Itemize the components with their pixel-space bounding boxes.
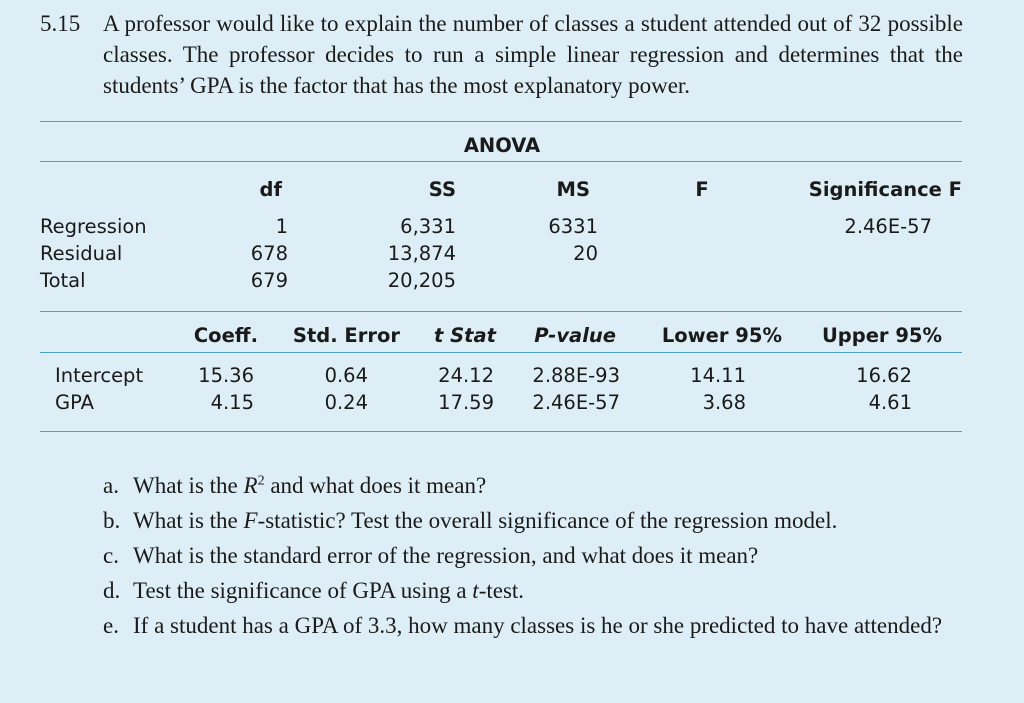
question-c-text: What is the standard error of the regression, and what does it mean? [133, 543, 759, 568]
question-text-part: -statistic? Test the overall significance of the regression model. [257, 508, 838, 533]
question-b [103, 503, 963, 538]
coef-row-p-value: 2.88E-93 [532, 364, 620, 387]
problem-number: 5.15 [40, 11, 81, 36]
coef-header-coeff: Coeff. [193, 324, 258, 347]
coef-row-std-error: 0.24 [324, 391, 368, 414]
question-letter: b. [103, 508, 121, 533]
coef-row-t-stat: 17.59 [438, 391, 494, 414]
question-b-text [133, 508, 837, 533]
f-symbol: F [243, 508, 258, 533]
question-text-part: -test. [478, 578, 525, 603]
coef-row-p-value: 2.46E-57 [532, 391, 620, 414]
anova-header-rule [40, 161, 962, 162]
coef-row-lower-95: 14.11 [690, 364, 746, 387]
question-e [103, 608, 963, 643]
coef-top-rule [40, 311, 962, 312]
coef-row-std-error: 0.64 [324, 364, 368, 387]
anova-header-ms: MS [556, 178, 590, 201]
anova-row-label: Total [40, 269, 86, 292]
coef-row-coeff: 15.36 [198, 364, 254, 387]
coef-row-label: GPA [55, 391, 94, 414]
superscript: 2 [257, 473, 265, 489]
anova-row-df: 679 [250, 269, 288, 292]
anova-row-ss: 6,331 [400, 215, 456, 238]
anova-row-label: Residual [40, 242, 123, 265]
anova-row-ms: 20 [573, 242, 598, 265]
anova-row-df: 678 [250, 242, 288, 265]
question-d [103, 573, 963, 608]
coef-header-std-error: Std. Error [292, 324, 400, 347]
anova-row-label: Regression [40, 215, 147, 238]
question-a-text [133, 473, 486, 498]
coef-row-t-stat: 24.12 [438, 364, 494, 387]
question-text-part: What is the [133, 508, 244, 533]
anova-header-df: df [259, 178, 282, 201]
anova-row-significance: 2.46E-57 [844, 215, 932, 238]
anova-row-ss: 20,205 [387, 269, 456, 292]
r-symbol: R [243, 473, 258, 498]
anova-header-ss: SS [428, 178, 456, 201]
coef-header-t-stat: t Stat [434, 324, 496, 347]
question-text-part: Test the significance of GPA using a [133, 578, 473, 603]
question-d-text [133, 578, 524, 603]
table-bottom-rule [40, 431, 962, 432]
question-a [103, 468, 963, 503]
question-letter: c. [103, 543, 119, 568]
anova-row-df: 1 [275, 215, 288, 238]
coef-row-coeff: 4.15 [210, 391, 254, 414]
coef-row-label: Intercept [55, 364, 144, 387]
coef-header-lower-95: Lower 95% [661, 324, 782, 347]
coef-row-upper-95: 16.62 [856, 364, 912, 387]
coef-header-rule [40, 352, 962, 353]
coef-row-upper-95: 4.61 [868, 391, 912, 414]
anova-row-ss: 13,874 [387, 242, 456, 265]
question-letter: a. [103, 473, 119, 498]
question-e-text: If a student has a GPA of 3.3, how many classes is he or she predicted to have attended? [133, 613, 943, 638]
anova-row-ms: 6331 [548, 215, 598, 238]
anova-title: ANOVA [463, 134, 541, 157]
question-letter: e. [103, 613, 119, 638]
question-list [103, 468, 963, 643]
coef-header-upper-95: Upper 95% [821, 324, 942, 347]
question-letter: d. [103, 578, 121, 603]
problem-text: A professor would like to explain the number of classes a student attended out of 32 possible classes. The professor decides to run a simple linear regression and determines that the students’ GPA is the factor that has the most explanatory power. [103, 11, 963, 98]
anova-header-f: F [695, 178, 709, 201]
question-c [103, 538, 963, 573]
anova-header-significance-f: Significance F [808, 178, 962, 201]
coef-row-lower-95: 3.68 [702, 391, 746, 414]
question-text-part: What is the [133, 473, 244, 498]
question-text-part: and what does it mean? [264, 473, 487, 498]
coef-header-p-value: P-value [534, 324, 616, 347]
t-symbol: t [472, 578, 479, 603]
table-top-rule [40, 121, 962, 122]
